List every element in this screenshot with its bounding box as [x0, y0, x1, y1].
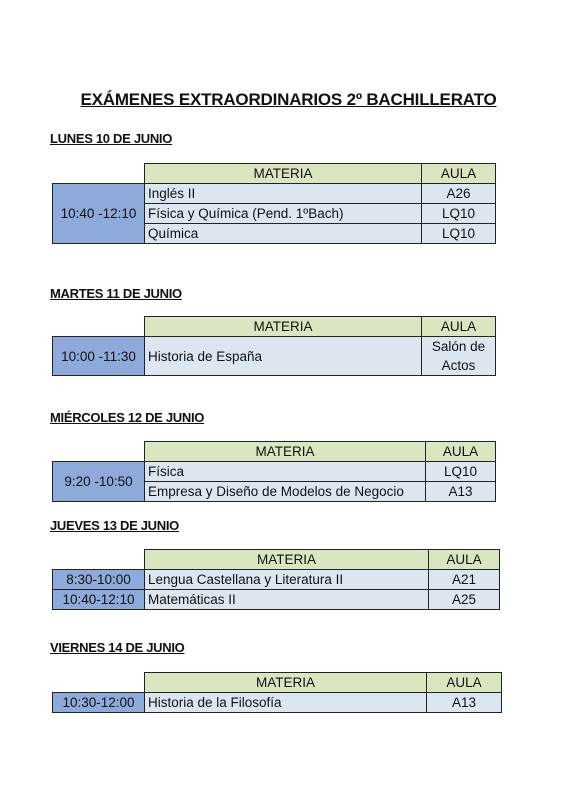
- day-heading-martes: MARTES 11 DE JUNIO: [50, 286, 182, 301]
- header-materia: MATERIA: [145, 550, 429, 570]
- exam-subject: Empresa y Diseño de Modelos de Negocio: [145, 482, 426, 502]
- exam-subject: Historia de la Filosofía: [145, 693, 427, 713]
- day-heading-miercoles: MIÉRCOLES 12 DE JUNIO: [50, 410, 205, 425]
- table-row: [53, 693, 502, 713]
- exam-subject: Matemáticas II: [145, 590, 429, 610]
- header-spacer: [53, 442, 145, 462]
- table-header-row: [53, 442, 496, 462]
- table-row: [53, 570, 500, 590]
- header-spacer: [53, 317, 145, 337]
- page-title: EXÁMENES EXTRAORDINARIOS 2º BACHILLERATO: [80, 90, 497, 109]
- table-header-row: [53, 673, 502, 693]
- table-header-row: [53, 550, 500, 570]
- day-heading-viernes: VIERNES 14 DE JUNIO: [50, 640, 185, 655]
- header-aula: AULA: [427, 673, 502, 693]
- exam-room: LQ10: [426, 462, 496, 482]
- table-header-row: [53, 317, 496, 337]
- exam-time: 9:20 -10:50: [53, 462, 145, 502]
- header-aula: AULA: [429, 550, 500, 570]
- exam-time: 10:00 -11:30: [53, 337, 145, 376]
- header-aula: AULA: [426, 442, 496, 462]
- header-materia: MATERIA: [145, 164, 422, 184]
- table-row: [53, 590, 500, 610]
- exam-room: LQ10: [422, 224, 496, 244]
- exam-table-lunes: [52, 163, 496, 244]
- table-row: [53, 462, 496, 482]
- header-spacer: [53, 550, 145, 570]
- exam-room: A13: [426, 482, 496, 502]
- header-spacer: [53, 164, 145, 184]
- table-row: [53, 337, 496, 376]
- exam-subject: Inglés II: [145, 184, 422, 204]
- day-heading-jueves: JUEVES 13 DE JUNIO: [50, 518, 179, 533]
- exam-subject: Física y Química (Pend. 1ºBach): [145, 204, 422, 224]
- exam-room: A26: [422, 184, 496, 204]
- header-materia: MATERIA: [145, 673, 427, 693]
- exam-subject: Historia de España: [145, 337, 422, 376]
- exam-room: A21: [429, 570, 500, 590]
- exam-table-jueves: [52, 549, 500, 610]
- exam-subject: Lengua Castellana y Literatura II: [145, 570, 429, 590]
- exam-room: A25: [429, 590, 500, 610]
- day-heading-lunes: LUNES 10 DE JUNIO: [50, 131, 173, 146]
- exam-time: 8:30-10:00: [53, 570, 145, 590]
- exam-room: Salón de Actos: [422, 337, 496, 376]
- exam-room: A13: [427, 693, 502, 713]
- exam-subject: Física: [145, 462, 426, 482]
- header-materia: MATERIA: [145, 317, 422, 337]
- header-aula: AULA: [422, 164, 496, 184]
- header-spacer: [53, 673, 145, 693]
- exam-time: 10:30-12:00: [53, 693, 145, 713]
- exam-table-martes: [52, 316, 496, 376]
- exam-room: LQ10: [422, 204, 496, 224]
- exam-time: 10:40 -12:10: [53, 184, 145, 244]
- exam-table-viernes: [52, 672, 502, 713]
- exam-time: 10:40-12:10: [53, 590, 145, 610]
- table-header-row: [53, 164, 496, 184]
- exam-subject: Química: [145, 224, 422, 244]
- header-aula: AULA: [422, 317, 496, 337]
- exam-table-miercoles: [52, 441, 496, 502]
- header-materia: MATERIA: [145, 442, 426, 462]
- table-row: [53, 184, 496, 204]
